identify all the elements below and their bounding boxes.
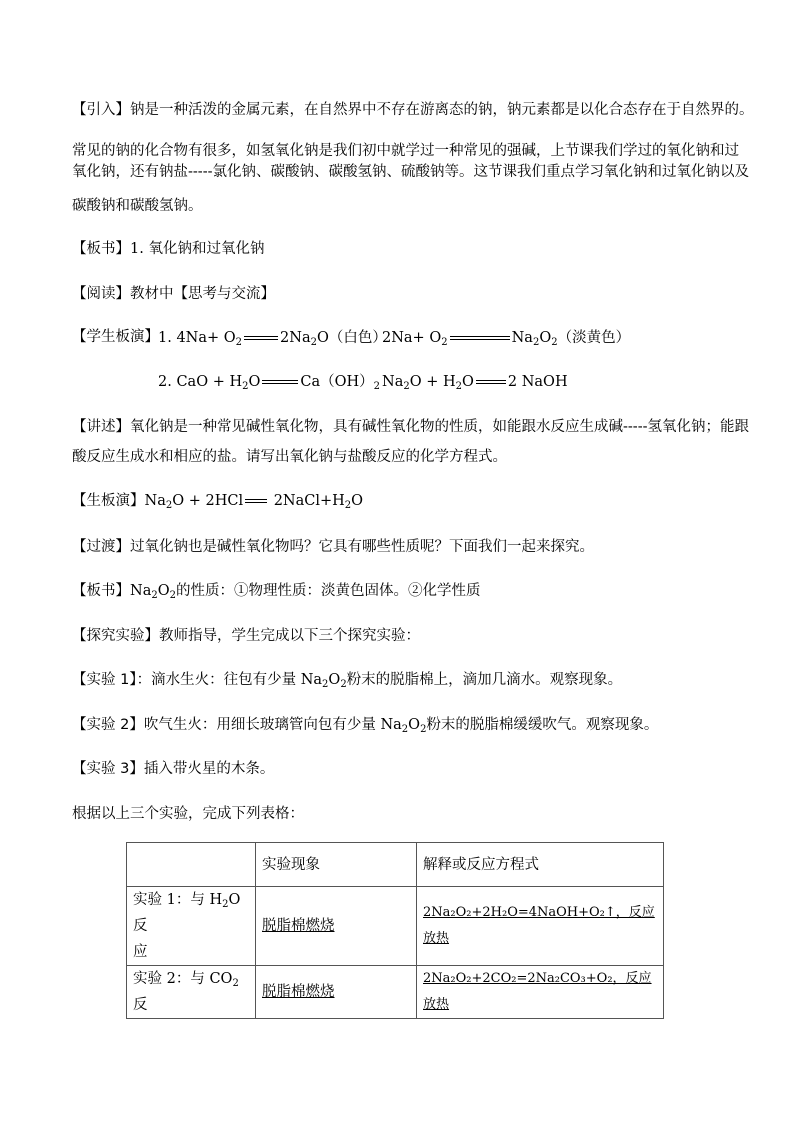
student-demo-2: 【生板演】$Na_2O + 2HCl$ $2NaCl+H_2O$: [72, 493, 364, 511]
table-cell-equation: 2Na₂O₂+2H₂O=4NaOH+O₂↑，反应放热: [417, 887, 664, 966]
reading: 【阅读】教材中【思考与交流】: [72, 286, 275, 302]
board-1: 【板书】1. 氧化钠和过氧化钠: [72, 241, 265, 257]
table-header-cell: 解释或反应方程式: [417, 843, 664, 887]
table-cell-label: 实验 1：与 $H_2O$ 反 应: [127, 887, 256, 966]
table-cell-phenomenon: 脱脂棉燃烧: [256, 887, 417, 966]
explore: 【探究实验】教师指导，学生完成以下三个探究实验：: [72, 628, 420, 644]
intro-line-3: 氧化钠，还有钠盐-----氯化钠、碳酸钠、碳酸氢钠、硫酸钠等。这节课我们重点学习氧化钠和过氧化钠以及: [72, 164, 749, 180]
equals-arrow: [450, 336, 510, 340]
table-header-cell: 实验现象: [256, 843, 417, 887]
equation-3: 2. CaO + $H_2O$ $Ca(OH)_2$: [158, 374, 381, 392]
equals-arrow: [262, 380, 298, 384]
lecture-line-2: 酸反应生成水和相应的盐。请写出氧化钠与盐酸反应的化学方程式。: [72, 449, 507, 465]
table-row: [127, 966, 664, 1019]
table-header-row: [127, 843, 664, 887]
intro-tag: 【引入】: [72, 102, 130, 118]
board-2: 【板书】$Na_2O_2$的性质：①物理性质：淡黄色固体。②化学性质: [72, 583, 481, 601]
intro-line-2: 常见的钠的化合物有很多，如氢氧化钠是我们初中就学过一种常见的强碱，上节课我们学过的氧化钠和过: [72, 143, 739, 159]
table-cell-label: 实验 2：与 $CO_2$反: [127, 966, 256, 1019]
intro-line-4: 碳酸钠和碳酸氢钠。: [72, 198, 203, 214]
intro-line-1: 【引入】钠是一种活泼的金属元素，在自然界中不存在游离态的钠，钠元素都是以化合态存在于自然界的。: [72, 102, 754, 118]
student-demo-tag: 【学生板演】: [72, 329, 159, 345]
equals-arrow: [245, 499, 267, 503]
table-intro: 根据以上三个实验，完成下列表格：: [72, 806, 304, 822]
equation-1: 1. $4Na+ O_2$ $2Na_2O$（白色）: [158, 330, 387, 348]
table-cell-phenomenon: 脱脂棉燃烧: [256, 966, 417, 1019]
equation-2: $2Na+ O_2$ $Na_2O_2$（淡黄色）: [382, 330, 631, 348]
experiment-1: 【实验 1】：滴水生火：往包有少量 $Na_2O_2$粉末的脱脂棉上，滴加几滴水。观察现象。: [72, 672, 623, 690]
equation-4: $Na_2O + H_2O$ 2 NaOH: [382, 374, 568, 392]
transition: 【过渡】过氧化钠也是碱性氧化物吗？它具有哪些性质呢？下面我们一起来探究。: [72, 539, 594, 555]
table-header-cell: [127, 843, 256, 887]
equals-arrow: [244, 336, 278, 340]
equals-arrow: [476, 380, 506, 384]
table-row: [127, 887, 664, 966]
results-table: [126, 842, 664, 1019]
table-cell-equation: 2Na₂O₂+2CO₂=2Na₂CO₃+O₂，反应放热: [417, 966, 664, 1019]
lecture-line-1: 【讲述】氧化钠是一种常见碱性氧化物，具有碱性氧化物的性质，如能跟水反应生成碱-----氢氧化钠；能跟: [72, 419, 749, 435]
experiment-3: 【实验 3】插入带火星的木条。: [72, 761, 275, 777]
experiment-2: 【实验 2】吹气生火：用细长玻璃管向包有少量 $Na_2O_2$粉末的脱脂棉缓缓吹气。观察现象。: [72, 717, 659, 735]
